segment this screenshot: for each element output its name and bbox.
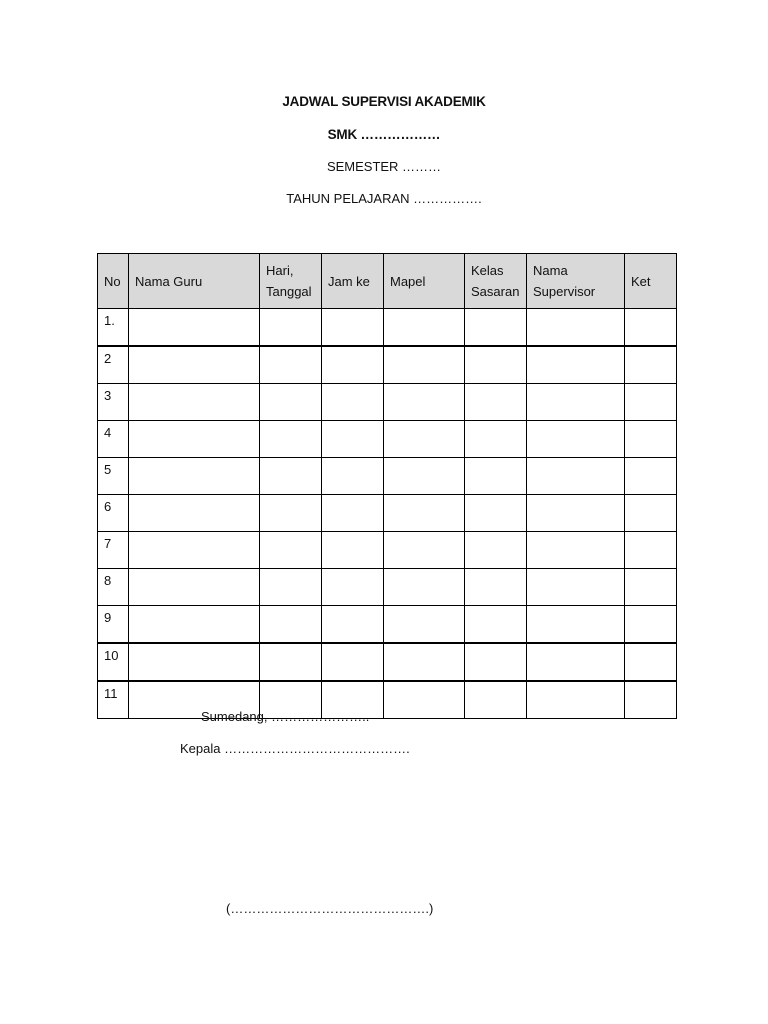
column-header-notes: Ket — [625, 254, 677, 309]
cell-period — [322, 643, 384, 681]
cell-no: 3 — [98, 384, 129, 421]
cell-period — [322, 346, 384, 384]
cell-target-class — [465, 421, 527, 458]
signature-name-blank: (……………………………………….) — [226, 901, 434, 916]
cell-subject — [384, 569, 465, 606]
cell-day-date — [260, 532, 322, 569]
cell-notes — [625, 569, 677, 606]
cell-no: 7 — [98, 532, 129, 569]
cell-supervisor-name — [527, 495, 625, 532]
document-title: JADWAL SUPERVISI AKADEMIK — [282, 94, 486, 109]
cell-subject — [384, 384, 465, 421]
cell-day-date — [260, 643, 322, 681]
cell-target-class — [465, 569, 527, 606]
signature-place-date: Sumedang, ………………….. — [201, 709, 370, 724]
cell-subject — [384, 495, 465, 532]
cell-teacher-name — [129, 532, 260, 569]
table-row — [98, 309, 677, 347]
table-row — [98, 681, 677, 719]
cell-no: 10 — [98, 643, 129, 681]
cell-target-class — [465, 495, 527, 532]
cell-target-class — [465, 384, 527, 421]
cell-teacher-name — [129, 458, 260, 495]
cell-supervisor-name — [527, 384, 625, 421]
cell-teacher-name — [129, 495, 260, 532]
table-row — [98, 384, 677, 421]
cell-day-date — [260, 421, 322, 458]
cell-supervisor-name — [527, 606, 625, 644]
cell-target-class — [465, 606, 527, 644]
cell-period — [322, 309, 384, 347]
cell-period — [322, 532, 384, 569]
cell-no: 8 — [98, 569, 129, 606]
school-name: SMK ……………… — [327, 127, 441, 142]
cell-period — [322, 384, 384, 421]
column-header-period: Jam ke — [322, 254, 384, 309]
table-row — [98, 495, 677, 532]
cell-teacher-name — [129, 309, 260, 347]
table-row — [98, 421, 677, 458]
cell-day-date — [260, 384, 322, 421]
cell-teacher-name — [129, 346, 260, 384]
cell-target-class — [465, 681, 527, 719]
cell-target-class — [465, 309, 527, 347]
supervision-schedule-table — [97, 253, 677, 719]
cell-subject — [384, 606, 465, 644]
cell-supervisor-name — [527, 309, 625, 347]
cell-supervisor-name — [527, 643, 625, 681]
cell-subject — [384, 421, 465, 458]
table-row — [98, 569, 677, 606]
column-header-teacher-name: Nama Guru — [129, 254, 260, 309]
cell-teacher-name — [129, 569, 260, 606]
table-body — [98, 309, 677, 719]
cell-notes — [625, 643, 677, 681]
column-header-target-class: Kelas Sasaran — [465, 254, 527, 309]
cell-notes — [625, 495, 677, 532]
table-row — [98, 643, 677, 681]
cell-target-class — [465, 346, 527, 384]
cell-notes — [625, 681, 677, 719]
cell-no: 9 — [98, 606, 129, 644]
academic-year-line: TAHUN PELAJARAN ……………. — [286, 191, 482, 206]
cell-day-date — [260, 458, 322, 495]
cell-no: 1. — [98, 309, 129, 347]
cell-supervisor-name — [527, 421, 625, 458]
table-header-row — [98, 254, 677, 309]
cell-subject — [384, 681, 465, 719]
cell-notes — [625, 458, 677, 495]
cell-period — [322, 458, 384, 495]
column-header-supervisor-name: Nama Supervisor — [527, 254, 625, 309]
cell-period — [322, 421, 384, 458]
cell-subject — [384, 346, 465, 384]
cell-no: 2 — [98, 346, 129, 384]
cell-teacher-name — [129, 606, 260, 644]
semester-line: SEMESTER ……… — [326, 159, 442, 174]
cell-teacher-name — [129, 384, 260, 421]
cell-subject — [384, 309, 465, 347]
cell-no: 5 — [98, 458, 129, 495]
cell-day-date — [260, 606, 322, 644]
cell-teacher-name — [129, 421, 260, 458]
cell-notes — [625, 532, 677, 569]
cell-subject — [384, 458, 465, 495]
cell-subject — [384, 532, 465, 569]
cell-notes — [625, 309, 677, 347]
cell-teacher-name — [129, 643, 260, 681]
table-row — [98, 606, 677, 644]
cell-day-date — [260, 495, 322, 532]
cell-supervisor-name — [527, 346, 625, 384]
cell-target-class — [465, 643, 527, 681]
cell-supervisor-name — [527, 458, 625, 495]
cell-period — [322, 495, 384, 532]
cell-notes — [625, 421, 677, 458]
cell-no: 6 — [98, 495, 129, 532]
table-row — [98, 346, 677, 384]
cell-day-date — [260, 346, 322, 384]
cell-period — [322, 606, 384, 644]
column-header-subject: Mapel — [384, 254, 465, 309]
cell-period — [322, 569, 384, 606]
column-header-day-date: Hari, Tanggal — [260, 254, 322, 309]
cell-no: 4 — [98, 421, 129, 458]
cell-notes — [625, 384, 677, 421]
column-header-no: No — [98, 254, 129, 309]
cell-notes — [625, 346, 677, 384]
cell-supervisor-name — [527, 681, 625, 719]
cell-supervisor-name — [527, 532, 625, 569]
table-row — [98, 532, 677, 569]
table-row — [98, 458, 677, 495]
cell-notes — [625, 606, 677, 644]
cell-supervisor-name — [527, 569, 625, 606]
cell-target-class — [465, 532, 527, 569]
cell-no: 11 — [98, 681, 129, 719]
cell-day-date — [260, 309, 322, 347]
cell-day-date — [260, 569, 322, 606]
cell-subject — [384, 643, 465, 681]
cell-target-class — [465, 458, 527, 495]
signature-position: Kepala ……………………………………. — [180, 741, 410, 756]
